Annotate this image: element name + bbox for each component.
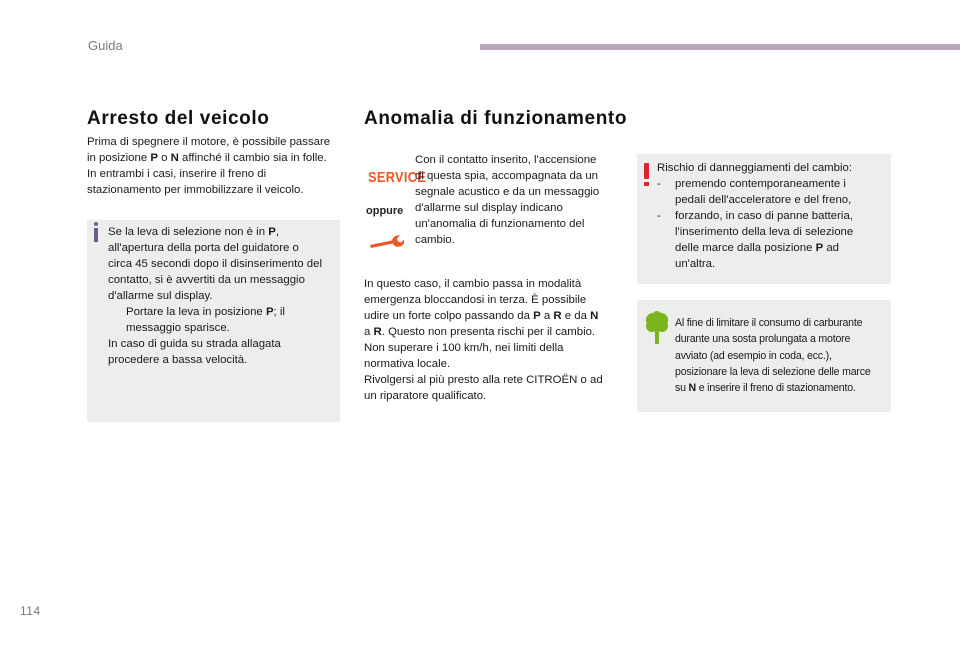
info-box-bullet [108,304,340,336]
text-line: Rivolgersi al più presto alla rete CITROËN o ad [364,374,603,386]
text-line: in posizione P o N affinché il cambio sia in folle. [87,152,327,164]
page-number: 114 [20,604,41,618]
info-box-text [108,224,340,368]
lamp-line: di questa spia, accompagnata da un [415,170,599,182]
bullet-marker [108,304,126,336]
text-line: contatto, si è avvertiti da un messaggio [108,274,305,286]
lamp-line: cambio. [415,234,455,246]
text-line: Portare la leva in posizione P; il [126,306,285,318]
text-line: stazionamento per immobilizzare il veicolo. [87,184,304,196]
text-line: Se la leva di selezione non è in P, [108,226,279,238]
text-line: un riparatore qualificato. [364,390,487,402]
text-line: posizionare la leva di selezione delle marce [675,365,871,378]
text-line: normativa locale. [364,358,451,370]
text-line: durante una sosta prolungata a motore [675,333,851,346]
text-line: In caso di guida su strada allagata [108,338,281,350]
warning-item-text [675,176,887,208]
text-line: procedere a bassa velocità. [108,354,248,366]
info-box-lines [108,224,340,304]
exclamation-icon [644,163,649,179]
warning-item [657,208,887,272]
eco-box-text [675,315,890,396]
warning-box-text [657,160,887,272]
warning-item-text [675,208,887,272]
or-label: oppure [366,205,404,217]
text-line: a R. Questo non presenta rischi per il cambio. [364,326,596,338]
info-box-after [108,336,340,368]
text-line: messaggio sparisce. [126,322,230,334]
lamp-line: d'allarme sul display indicano [415,202,563,214]
left-section-title: Arresto del veicolo [87,108,270,129]
text-line: un'altra. [675,258,716,270]
text-line: premendo contemporaneamente i [675,178,846,190]
text-line: udire un forte colpo passando da P a R e da N [364,310,599,322]
service-warning-lamp: SERVICE [368,169,427,186]
text-line: In questo caso, il cambio passa in modalità [364,278,582,290]
text-line: In entrambi i casi, inserire il freno di [87,168,267,180]
header-bar [480,44,960,50]
warning-item-marker: - [657,178,661,190]
text-line: Al fine di limitare il consumo di carburante [675,317,863,329]
text-line: forzando, in caso di panne batteria, [675,210,853,222]
header-label: Guida [88,38,123,53]
lamp-line: un'anomalia di funzionamento del [415,218,585,230]
text-line: emergenza bloccandosi in terza. È possibile [364,294,587,306]
text-line: Non superare i 100 km/h, nei limiti della [364,342,564,354]
text-line: avviato (ad esempio in coda, ecc.), [675,349,832,362]
warning-lamp-description [415,152,620,248]
text-line: d'allarme sul display. [108,290,213,302]
text-line: circa 45 secondi dopo il disinserimento del [108,258,323,270]
info-i-icon [94,228,98,242]
lamp-line: segnale acustico e da un messaggio [415,186,600,198]
text-line: pedali dell'acceleratore e del freno, [675,194,852,206]
left-intro [87,134,349,198]
tree-icon [645,311,669,345]
warning-intro: Rischio di danneggiamenti del cambio: [657,162,853,174]
text-line: l'inserimento della leva di selezione [675,226,854,238]
warning-item-marker: - [657,210,661,222]
wrench-icon [368,234,408,250]
text-line: su N e inserire il freno di stazionamento. [675,382,856,395]
info-box-bullet-text [126,304,340,336]
warning-item [657,176,887,208]
middle-section-title: Anomalia di funzionamento [364,108,628,129]
middle-body [364,276,626,404]
lamp-line: Con il contatto inserito, l'accensione [415,154,597,166]
text-line: all'apertura della porta del guidatore o [108,242,299,254]
text-line: Prima di spegnere il motore, è possibile passare [87,136,331,148]
text-line: delle marce dalla posizione P ad [675,242,840,254]
